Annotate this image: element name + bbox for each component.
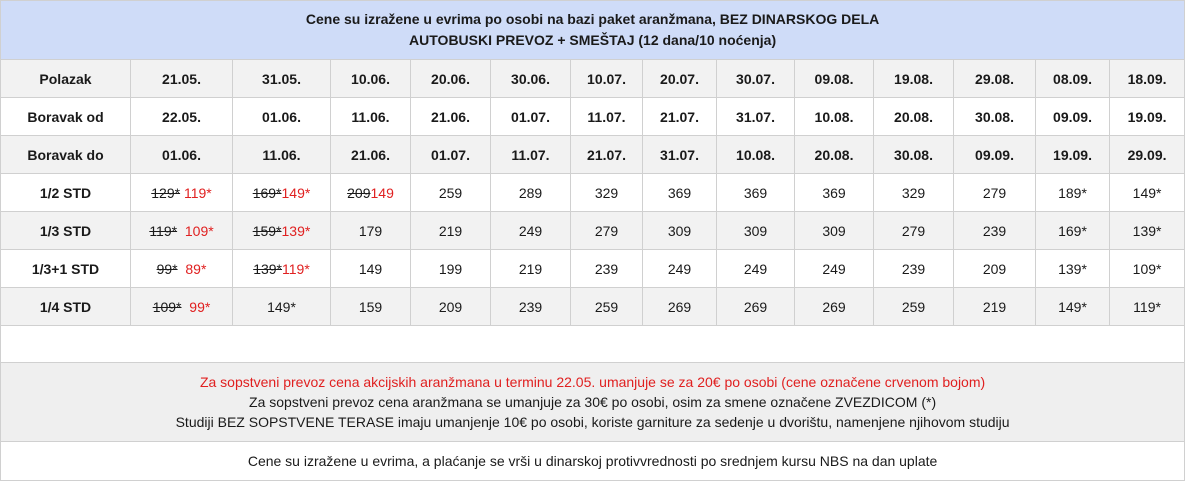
- table-cell: 369: [643, 174, 717, 212]
- table-cell: 30.08.: [874, 136, 954, 174]
- table-cell: 249: [795, 250, 874, 288]
- promo-price: 139*: [281, 222, 311, 239]
- table-cell: 01.06.: [131, 136, 233, 174]
- table-cell: 149: [331, 250, 411, 288]
- row-label: Boravak od: [1, 98, 131, 136]
- old-price: 169*: [252, 184, 282, 201]
- note-own-transport-promo: Za sopstveni prevoz cena akcijskih aranžmana u terminu 22.05. umanjuje se za 20€ po osobi (cene označene crvenom bojom): [199, 374, 986, 390]
- table-cell: 20.08.: [795, 136, 874, 174]
- table-cell: 279: [571, 212, 643, 250]
- table-cell: 31.07.: [717, 98, 795, 136]
- table-cell: 19.09.: [1110, 98, 1185, 136]
- title-line-2: AUTOBUSKI PREVOZ + SMEŠTAJ (12 dana/10 noćenja): [409, 32, 777, 48]
- table-cell: 139*: [1036, 250, 1110, 288]
- footer-note: Cene su izražene u evrima, a plaćanje se vrši u dinarskoj protivvrednosti po srednjem kursu NBS na dan uplate: [1, 442, 1185, 481]
- table-cell: 119*: [1110, 288, 1185, 326]
- table-cell: 01.06.: [233, 98, 331, 136]
- table-cell: 369: [795, 174, 874, 212]
- table-row: [1, 60, 1185, 98]
- table-cell: 309: [795, 212, 874, 250]
- table-cell: 19.09.: [1036, 136, 1110, 174]
- table-title: [1, 1, 1185, 60]
- title-line-1: Cene su izražene u evrima po osobi na bazi paket aranžmana, BEZ DINARSKOG DELA: [305, 11, 880, 27]
- old-price: 109*: [152, 298, 182, 315]
- spacer-row: [1, 326, 1185, 363]
- table-cell: 149*: [233, 288, 331, 326]
- row-label: Boravak do: [1, 136, 131, 174]
- table-cell: 309: [717, 212, 795, 250]
- table-cell: 309: [643, 212, 717, 250]
- table-cell: 259: [571, 288, 643, 326]
- table-cell: 249: [491, 212, 571, 250]
- table-cell: 21.05.: [131, 60, 233, 98]
- promo-price: 119*: [180, 184, 212, 201]
- table-cell: 239: [491, 288, 571, 326]
- notes-cell: [1, 363, 1185, 442]
- old-price: 99*: [156, 260, 178, 277]
- promo-price: 119*: [282, 260, 310, 277]
- table-cell: [131, 174, 233, 212]
- note-studio-terrace: Studiji BEZ SOPSTVENE TERASE imaju umanjenje 10€ po osobi, koriste garniture za sedenje u dvorištu, namenjene njihovom studiju: [175, 414, 1010, 430]
- table-cell: 09.08.: [795, 60, 874, 98]
- table-cell: 30.08.: [954, 98, 1036, 136]
- table-cell: 149*: [1036, 288, 1110, 326]
- table-cell: 239: [874, 250, 954, 288]
- table-cell: 20.08.: [874, 98, 954, 136]
- table-cell: 08.09.: [1036, 60, 1110, 98]
- table-cell: 159: [331, 288, 411, 326]
- table-row: [1, 98, 1185, 136]
- table-cell: 219: [954, 288, 1036, 326]
- table-cell: 20.06.: [411, 60, 491, 98]
- old-price: 119*: [149, 222, 178, 239]
- table-cell: 09.09.: [954, 136, 1036, 174]
- table-cell: 01.07.: [491, 98, 571, 136]
- table-cell: 09.09.: [1036, 98, 1110, 136]
- table-cell: 11.06.: [331, 98, 411, 136]
- table-cell: 269: [643, 288, 717, 326]
- table-cell: 20.07.: [643, 60, 717, 98]
- notes-row: [1, 363, 1185, 442]
- table-cell: 149*: [1110, 174, 1185, 212]
- table-cell: 11.06.: [233, 136, 331, 174]
- table-cell: 179: [331, 212, 411, 250]
- table-cell: 18.09.: [1110, 60, 1185, 98]
- table-cell: 21.06.: [411, 98, 491, 136]
- table-cell: [131, 212, 233, 250]
- table-cell: 31.07.: [643, 136, 717, 174]
- table-cell: 11.07.: [491, 136, 571, 174]
- table-cell: [233, 174, 331, 212]
- table-row: [1, 174, 1185, 212]
- table-cell: 169*: [1036, 212, 1110, 250]
- table-cell: 289: [491, 174, 571, 212]
- table-cell: 29.09.: [1110, 136, 1185, 174]
- old-price: 139*: [253, 260, 283, 277]
- table-cell: 21.07.: [571, 136, 643, 174]
- table-cell: [233, 212, 331, 250]
- table-cell: 329: [874, 174, 954, 212]
- table-cell: 269: [717, 288, 795, 326]
- table-cell: 01.07.: [411, 136, 491, 174]
- table-cell: 269: [795, 288, 874, 326]
- table-row: [1, 212, 1185, 250]
- table-cell: 369: [717, 174, 795, 212]
- promo-price: 99*: [181, 298, 211, 315]
- table-cell: 249: [643, 250, 717, 288]
- table-cell: 21.07.: [643, 98, 717, 136]
- table-cell: 209: [954, 250, 1036, 288]
- table-cell: [131, 250, 233, 288]
- table-cell: 279: [954, 174, 1036, 212]
- row-label: 1/2 STD: [1, 174, 131, 212]
- table-cell: 259: [411, 174, 491, 212]
- table-cell: 11.07.: [571, 98, 643, 136]
- note-own-transport: Za sopstveni prevoz cena aranžmana se umanjuje za 30€ po osobi, osim za smene označene ZVEZDICOM (*): [249, 394, 937, 410]
- table-cell: 10.07.: [571, 60, 643, 98]
- old-price: 159*: [252, 222, 282, 239]
- table-cell: 10.08.: [717, 136, 795, 174]
- table-cell: 199: [411, 250, 491, 288]
- old-price: 129*: [151, 184, 181, 201]
- table-cell: 259: [874, 288, 954, 326]
- table-header-row: [1, 1, 1185, 60]
- promo-price: 149: [370, 184, 394, 201]
- table-cell: 30.06.: [491, 60, 571, 98]
- table-cell: 22.05.: [131, 98, 233, 136]
- table-cell: 239: [954, 212, 1036, 250]
- row-label: 1/3+1 STD: [1, 250, 131, 288]
- table-cell: 19.08.: [874, 60, 954, 98]
- table-cell: 189*: [1036, 174, 1110, 212]
- table-cell: 239: [571, 250, 643, 288]
- table-cell: [131, 288, 233, 326]
- table-cell: 29.08.: [954, 60, 1036, 98]
- table-row: [1, 288, 1185, 326]
- row-label: 1/3 STD: [1, 212, 131, 250]
- table-cell: 279: [874, 212, 954, 250]
- table-cell: 31.05.: [233, 60, 331, 98]
- table-cell: 209: [411, 288, 491, 326]
- table-cell: [233, 250, 331, 288]
- table-row: [1, 136, 1185, 174]
- row-label: 1/4 STD: [1, 288, 131, 326]
- table-cell: 30.07.: [717, 60, 795, 98]
- row-label: Polazak: [1, 60, 131, 98]
- table-cell: 10.06.: [331, 60, 411, 98]
- footer-row: [1, 442, 1185, 481]
- table-cell: [331, 174, 411, 212]
- table-cell: 219: [491, 250, 571, 288]
- table-cell: 21.06.: [331, 136, 411, 174]
- table-row: [1, 250, 1185, 288]
- table-cell: 109*: [1110, 250, 1185, 288]
- promo-price: 149*: [281, 184, 311, 201]
- table-cell: 10.08.: [795, 98, 874, 136]
- promo-price: 109*: [177, 222, 214, 239]
- table-cell: 249: [717, 250, 795, 288]
- table-cell: 139*: [1110, 212, 1185, 250]
- table-cell: 329: [571, 174, 643, 212]
- table-cell: 219: [411, 212, 491, 250]
- old-price: 209: [347, 184, 371, 201]
- promo-price: 89*: [177, 260, 207, 277]
